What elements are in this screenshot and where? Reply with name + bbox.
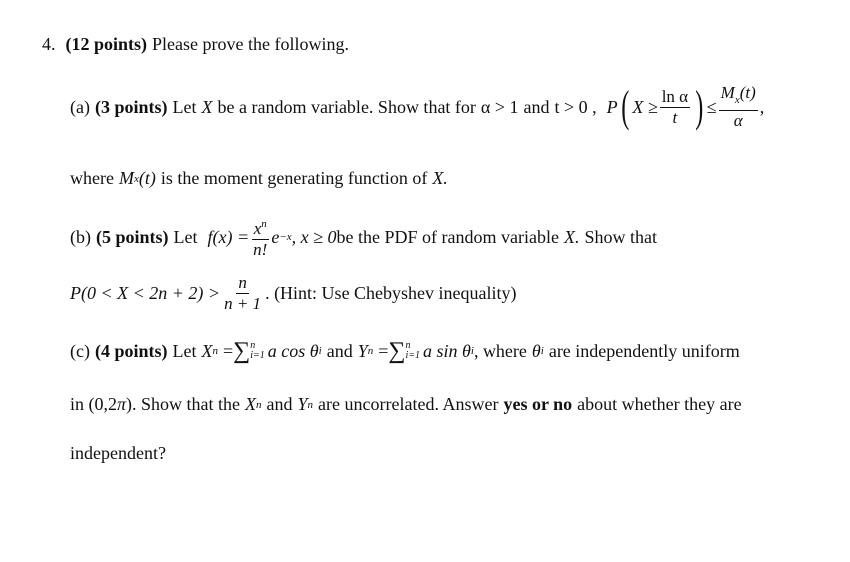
- part-a-points: (3 points): [94, 96, 168, 117]
- part-c-term1: a cos θ: [267, 340, 319, 361]
- part-a-line: [70, 82, 764, 132]
- part-a-where: where: [70, 168, 114, 188]
- part-b-frac-sup: n: [261, 218, 267, 230]
- part-c-theta: θ: [531, 340, 541, 361]
- part-c-sum-bot-1: i=1: [250, 350, 265, 361]
- part-a-cond-t: t > 0 ,: [554, 96, 597, 117]
- part-c-line-3: [70, 443, 166, 464]
- sum-icon-2: ∑: [388, 338, 406, 364]
- part-b-frac2-den: n + 1: [224, 293, 262, 313]
- part-b-line: [70, 214, 657, 260]
- part-b-domain: , x ≥ 0: [291, 226, 337, 247]
- part-a-fraction-mgf: [719, 83, 758, 131]
- part-c-xn-2: X: [245, 394, 257, 414]
- part-c-line-2: [70, 394, 742, 415]
- part-c-line: [70, 336, 740, 366]
- question-intro: Please prove the following.: [152, 34, 349, 54]
- part-a-text1: Let: [172, 96, 197, 117]
- part-a-where-line: [70, 168, 448, 189]
- part-c-sum-top-2: n: [405, 340, 411, 351]
- part-c-line3: independent?: [70, 443, 166, 463]
- part-c-sum-bot-2: i=1: [405, 350, 421, 361]
- part-c-sum-top-1: n: [250, 340, 256, 351]
- part-c-eq1: =: [223, 340, 234, 361]
- part-a-where-x: X.: [432, 168, 448, 188]
- part-a-fraction-ln: [660, 87, 690, 128]
- part-b-prob-line: [70, 270, 517, 316]
- part-b-hint: . (Hint: Use Chebyshev inequality): [265, 282, 517, 303]
- part-c-xn: X: [201, 340, 213, 361]
- part-c-xn-2-sub: n: [256, 398, 262, 411]
- part-c-term2: a sin θ: [423, 340, 471, 361]
- part-c-yn: Y: [357, 340, 368, 361]
- part-a-where-m-sub: x: [133, 172, 139, 185]
- question-points: (12 points): [65, 34, 148, 54]
- part-b-fx: f(x) =: [207, 226, 250, 247]
- part-b-fraction: [251, 214, 269, 260]
- question-number: 4.: [42, 34, 56, 54]
- part-b-let: Let: [173, 226, 198, 247]
- part-b-text-rest: be the PDF of random variable: [336, 226, 559, 247]
- part-a-ineq-x: X ≥: [632, 96, 658, 117]
- part-b-prob-lhs: P(0 < X < 2n + 2) >: [70, 282, 221, 303]
- part-a-frac1-num: ln α: [661, 86, 689, 106]
- part-a-leq: ≤: [706, 96, 717, 117]
- part-c-theta-sub: i: [540, 345, 544, 357]
- part-b-show: Show that: [584, 226, 657, 247]
- part-c-and: and: [326, 340, 353, 361]
- right-paren-icon: ): [695, 82, 704, 131]
- part-b-points: (5 points): [96, 226, 169, 247]
- part-a-frac2-arg: (t): [739, 83, 756, 102]
- part-c-yn-sub: n: [367, 345, 374, 357]
- part-c-where: , where: [473, 340, 527, 361]
- part-c-yes-or-no: yes or no: [503, 394, 573, 414]
- part-c-term2-sub: i: [470, 345, 474, 357]
- part-a-frac2-den: α: [733, 111, 743, 130]
- part-b-label: (b): [70, 226, 91, 247]
- part-a-where-m-arg: (t): [138, 168, 156, 188]
- part-c-limits-2: [405, 341, 420, 361]
- part-a-label: (a): [70, 96, 90, 117]
- part-a-where-rest: is the moment generating function of: [160, 168, 428, 188]
- part-b-fraction-2: [222, 273, 263, 314]
- part-c-eq2: =: [378, 340, 389, 361]
- left-paren-icon: (: [620, 82, 630, 131]
- part-c-points: (4 points): [94, 340, 168, 361]
- part-a-and: and: [523, 96, 550, 117]
- part-b-var-x: X.: [563, 226, 580, 247]
- part-c-line2-and: and: [266, 394, 293, 414]
- part-c-let: Let: [172, 340, 197, 361]
- part-a-frac1-den: t: [672, 107, 678, 127]
- part-c-yn-2: Y: [297, 394, 308, 414]
- part-c-limits-1: [250, 341, 265, 361]
- part-a-frac2-num: [719, 83, 758, 111]
- sum-icon: ∑: [233, 338, 251, 364]
- part-c-xn-sub: n: [212, 345, 218, 357]
- part-c-line2-end: about whether they are: [577, 394, 742, 414]
- part-c-term1-sub: i: [318, 345, 322, 357]
- part-b-exp-sup: −x: [279, 231, 292, 243]
- part-a-text2: be a random variable. Show that for: [217, 96, 476, 117]
- part-b-frac-den: n!: [253, 240, 268, 259]
- part-a-var-x: X: [201, 96, 213, 117]
- part-c-label: (c): [70, 340, 90, 361]
- part-c-line2-b: ). Show that the: [126, 394, 241, 414]
- part-c-pi: π: [117, 394, 127, 414]
- part-a-frac2-sub: x: [734, 94, 740, 106]
- part-a-frac2-m: M: [720, 83, 735, 102]
- part-c-in: in (0,2: [70, 394, 117, 414]
- part-a-prob-p: P: [606, 96, 618, 117]
- question-header: [42, 34, 349, 55]
- part-b-frac2-num: n: [238, 272, 247, 292]
- part-c-line2-rest: are uncorrelated. Answer: [318, 394, 499, 414]
- part-b-exp-base: e: [271, 226, 280, 247]
- part-a-where-m: M: [118, 168, 134, 188]
- part-b-frac-num: [252, 214, 269, 240]
- part-c-rest1: are independently uniform: [548, 340, 740, 361]
- part-c-yn-2-sub: n: [307, 398, 314, 411]
- part-a-comma: ,: [759, 96, 765, 117]
- part-a-cond-alpha: α > 1: [480, 96, 519, 117]
- part-b-frac-x: x: [253, 219, 262, 238]
